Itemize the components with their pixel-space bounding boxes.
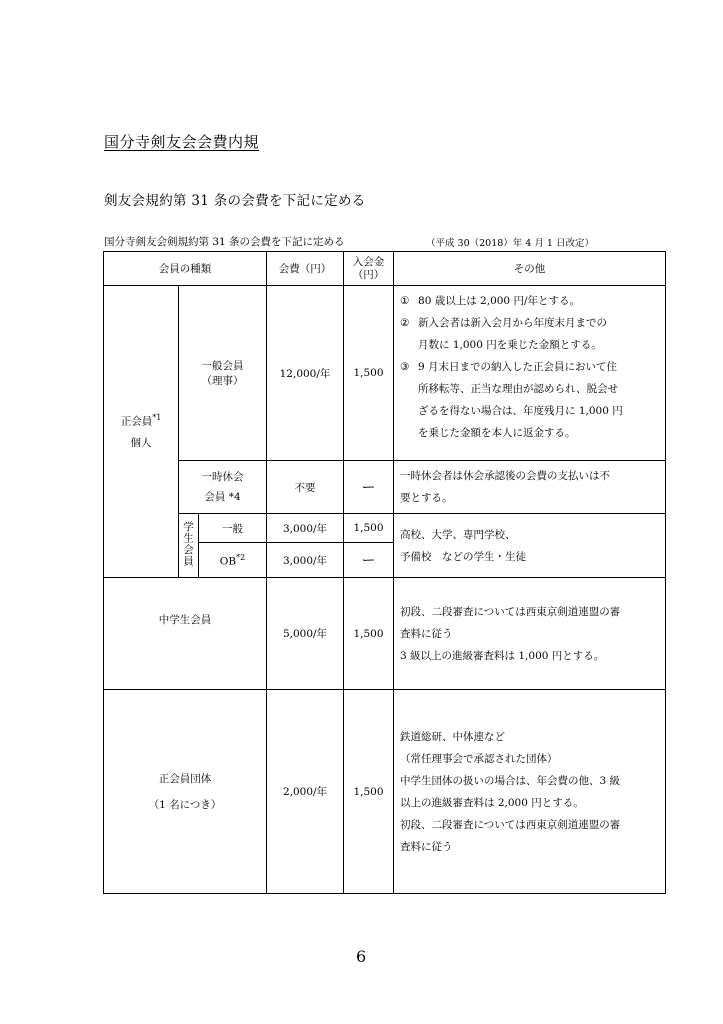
junior-high-note-line1: 初段、二段審査については西東京剣道連盟の審	[400, 605, 621, 618]
general-member-name: 一般会員	[201, 360, 244, 372]
note-item: ① 80 歳以上は 2,000 円/年とする。	[400, 295, 580, 307]
student-general-fee: 3,000/年	[267, 514, 344, 543]
student-ob-name: OB$^{*2}$	[199, 543, 267, 578]
membership-fee-table	[103, 251, 666, 894]
junior-high-notes	[394, 578, 666, 690]
table-row-suspended	[104, 461, 666, 514]
group-note-line1: 鉄道総研、中体連など	[400, 730, 506, 743]
table-row-junior-high	[104, 578, 666, 690]
table-header-row	[104, 252, 666, 286]
header-entry-fee-line2: （円）	[352, 268, 385, 281]
note-item: ② 新入会者は新入会月から年度末月までの	[400, 317, 608, 329]
regular-individual-cell	[104, 286, 179, 578]
header-fee: 会費（円）	[267, 252, 344, 286]
header-member-type: 会員の種類	[104, 252, 267, 286]
suspended-notes	[394, 461, 666, 514]
group-note-line5: 初段、二段審査については西東京剣道連盟の審	[400, 818, 621, 831]
group-note-line4: 以上の進級審査料は 2,000 円とする。	[400, 796, 584, 809]
header-entry-fee-line1: 入会金	[352, 255, 385, 268]
document-subtitle: 剣友会規約第 31 条の会費を下記に定める	[104, 193, 366, 209]
group-fee: 2,000/年	[267, 690, 344, 894]
group-note-line3: 中学生団体の扱いの場合は、年会費の他、3 級	[400, 774, 621, 787]
junior-high-fee: 5,000/年	[267, 578, 344, 690]
table-row-student-general	[104, 514, 666, 543]
note-item-continued: 所移転等、正当な理由が認められ、脱会せ	[418, 383, 619, 395]
page-number: 6	[356, 947, 367, 966]
student-general-name: 一般	[199, 514, 267, 543]
student-member-label: 学生会員	[179, 514, 199, 578]
revision-date: （平成 30（2018）年 4 月 1 日改定）	[426, 238, 594, 249]
note-item-continued: 月数に 1,000 円を乗じた金額とする。	[418, 339, 602, 351]
student-note-line1: 高校、大学、専門学校、	[400, 528, 516, 541]
student-notes	[394, 514, 666, 578]
regular-label: 正会員$^{*1}$	[120, 413, 162, 428]
student-ob-entry: ー	[344, 543, 394, 578]
header-other: その他	[394, 252, 666, 286]
note-item-continued: ざるを得ない場合は、年度残月に 1,000 円	[418, 405, 623, 417]
note-item: ③ 9 月末日までの納入した正会員において住	[400, 361, 618, 373]
general-member-cell	[179, 286, 267, 461]
group-entry: 1,500	[344, 690, 394, 894]
student-ob-fee: 3,000/年	[267, 543, 344, 578]
group-note-line2: （常任理事会で承認された団体）	[400, 752, 558, 765]
document-title: 国分寺剣友会会費内規	[104, 133, 260, 151]
junior-high-entry: 1,500	[344, 578, 394, 690]
individual-label: 個人	[130, 436, 152, 449]
general-notes	[394, 286, 666, 461]
suspended-note-line2: 要とする。	[400, 492, 453, 504]
general-member-sub: （理事）	[201, 375, 244, 387]
junior-high-note-line3: 3 級以上の進級審査料は 1,000 円とする。	[400, 649, 605, 662]
junior-high-name: 中学生会員	[104, 578, 267, 690]
suspended-member-cell	[179, 461, 267, 514]
table-caption: 国分寺剣友会剣規約第 31 条の会費を下記に定める	[104, 236, 345, 248]
suspended-member-name2: 会員 *4	[204, 491, 241, 503]
header-entry-fee	[344, 252, 394, 286]
suspended-note-line1: 一時休会者は休会承認後の会費の支払いは不	[400, 470, 611, 482]
junior-high-note-line2: 査料に従う	[400, 627, 453, 640]
table-row-general	[104, 286, 666, 461]
group-member-name: 正会員団体	[158, 772, 212, 785]
group-member-sub: （1 名につき）	[148, 798, 222, 811]
suspended-member-name: 一時休会	[201, 471, 244, 483]
general-fee: 12,000/年	[267, 286, 344, 461]
group-notes	[394, 690, 666, 894]
suspended-fee: 不要	[267, 461, 344, 514]
note-item-continued: を乗じた金額を本人に返金する。	[418, 427, 576, 439]
student-note-line2: 予備校 などの学生・生徒	[400, 550, 527, 563]
general-entry: 1,500	[344, 286, 394, 461]
table-row-group	[104, 690, 666, 894]
group-member-cell	[104, 690, 267, 894]
student-general-entry: 1,500	[344, 514, 394, 543]
suspended-entry: ー	[344, 461, 394, 514]
group-note-line6: 査料に従う	[400, 840, 453, 853]
